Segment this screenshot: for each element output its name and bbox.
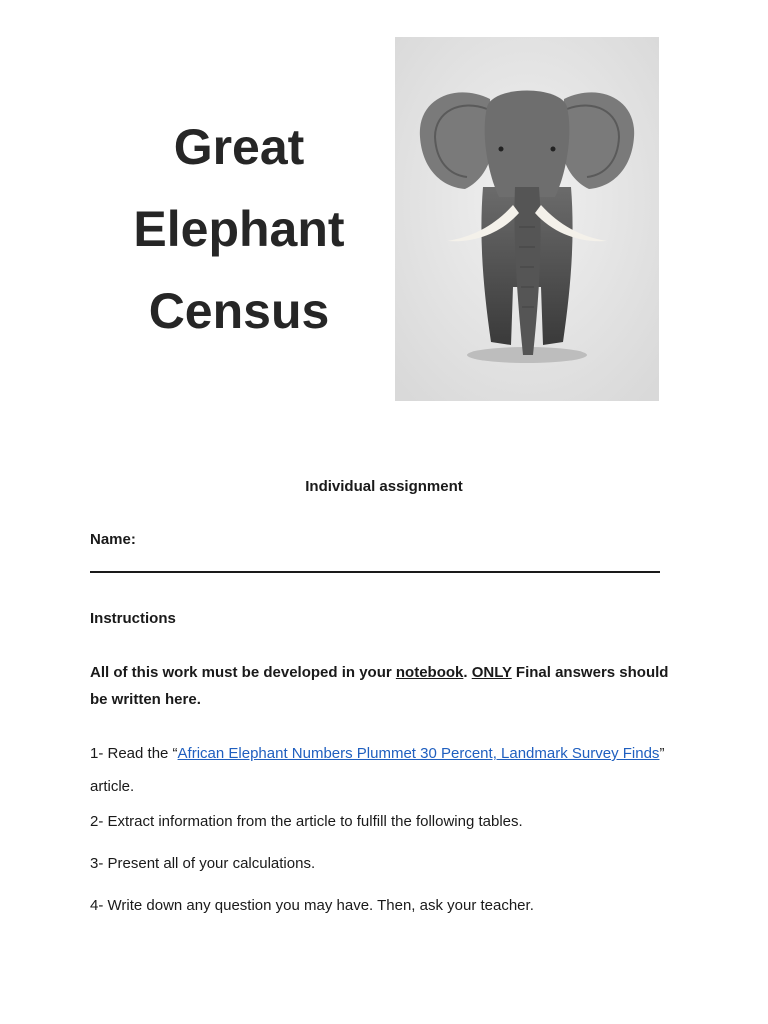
intro-text-3: Final answers should be written here. [90, 664, 669, 708]
assignment-type: Individual assignment [305, 478, 463, 495]
step-1 [90, 737, 680, 803]
step-4: 4- Write down any question you may have. Then, ask your teacher. [90, 897, 534, 914]
elephant-illustration [395, 37, 659, 401]
title-line-3: Census [148, 283, 330, 339]
step-3: 3- Present all of your calculations. [90, 855, 316, 872]
document-title [108, 106, 370, 352]
instructions-heading: Instructions [90, 610, 176, 627]
instruction-steps [90, 737, 680, 931]
notebook-word: notebook [395, 664, 464, 681]
intro-text-1: All of this work must be developed in your [90, 664, 396, 681]
name-field-line[interactable] [90, 571, 660, 573]
title-line-1: Great [173, 119, 305, 175]
step-1-prefix: 1- Read the “ [90, 745, 178, 762]
title-line-2: Elephant [133, 201, 345, 257]
name-label: Name: [90, 531, 136, 548]
article-link[interactable]: African Elephant Numbers Plummet 30 Percent, Landmark Survey Finds [177, 745, 660, 762]
elephant-image [395, 37, 659, 401]
step-2: 2- Extract information from the article to fulfill the following tables. [90, 813, 523, 830]
step-1-suffix: ” article. [90, 745, 665, 795]
intro-text-2: . [463, 664, 472, 681]
only-word: ONLY [471, 664, 512, 681]
instructions-intro [90, 659, 680, 713]
